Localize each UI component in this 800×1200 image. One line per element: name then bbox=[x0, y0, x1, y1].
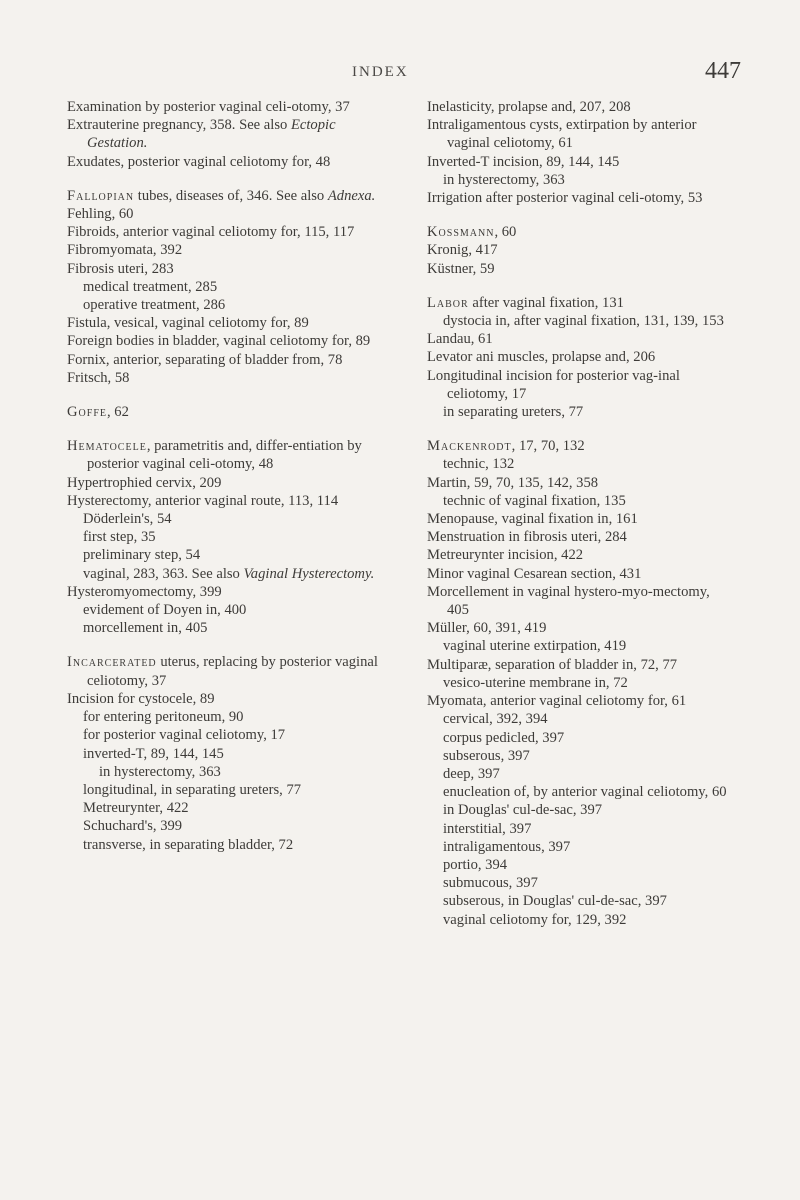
index-subentry: in separating ureters, 77 bbox=[443, 404, 584, 421]
index-entry: Fritsch, 58 bbox=[67, 369, 130, 386]
index-entry: Hysterectomy, anterior vaginal route, 113, 114 bbox=[67, 492, 339, 509]
index-subentry: for posterior vaginal celiotomy, 17 bbox=[83, 727, 286, 744]
index-entry: Menstruation in fibrosis uteri, 284 bbox=[427, 529, 627, 546]
index-subentry: inverted-T, 89, 144, 145 bbox=[83, 745, 224, 762]
index-subentry: in hysterectomy, 363 bbox=[99, 763, 221, 780]
index-entry: Intraligamentous cysts, extirpation by anterior vaginal celiotomy, 61 bbox=[427, 117, 697, 152]
index-entry bbox=[67, 187, 387, 205]
cross-reference: Vaginal Hysterectomy. bbox=[243, 565, 375, 582]
index-subentry: vaginal celiotomy for, 129, 392 bbox=[443, 911, 627, 928]
index-entry: Kronig, 417 bbox=[427, 242, 498, 259]
index-subentry: deep, 397 bbox=[443, 765, 500, 782]
index-entry: Metreurynter incision, 422 bbox=[427, 547, 584, 564]
index-entry: Menopause, vaginal fixation in, 161 bbox=[427, 511, 638, 528]
index-entry: Müller, 60, 391, 419 bbox=[427, 620, 547, 637]
index-subentry: transverse, in separating bladder, 72 bbox=[83, 836, 294, 853]
right-column bbox=[427, 98, 732, 929]
entry-text: uterus, replacing by posterior vaginal celiotomy, 37 bbox=[87, 654, 378, 689]
entry-text: tubes, diseases of, 346. See also bbox=[137, 187, 325, 204]
index-subentry: Schuchard's, 399 bbox=[83, 818, 183, 835]
index-entry: Martin, 59, 70, 135, 142, 358 bbox=[427, 474, 599, 491]
index-subentry: operative treatment, 286 bbox=[83, 297, 226, 314]
index-entry bbox=[67, 116, 387, 152]
index-entry: Fibroids, anterior vaginal celiotomy for, 115, 117 bbox=[67, 224, 355, 241]
index-subentry: longitudinal, in separating ureters, 77 bbox=[83, 781, 302, 798]
running-title: INDEX bbox=[352, 64, 409, 80]
letter-heading: Mackenrodt bbox=[427, 438, 512, 455]
page-number: 447 bbox=[705, 58, 741, 84]
index-subentry: first step, 35 bbox=[83, 529, 156, 546]
index-entry: Fornix, anterior, separating of bladder from, 78 bbox=[67, 351, 343, 368]
index-entry bbox=[427, 294, 732, 312]
index-entry: Examination by posterior vaginal celi-otomy, 37 bbox=[67, 99, 350, 115]
index-entry: Hysteromyomectomy, 399 bbox=[67, 583, 222, 600]
left-column bbox=[67, 98, 387, 854]
index-subentry: vaginal uterine extirpation, 419 bbox=[443, 638, 627, 655]
index-subentry: evidement of Doyen in, 400 bbox=[83, 602, 247, 619]
index-subentry: dystocia in, after vaginal fixation, 131, 139, 153 bbox=[443, 313, 724, 330]
entry-text: , 62 bbox=[107, 404, 129, 421]
letter-heading: Fallopian bbox=[67, 187, 135, 204]
index-subentry: vesico-uterine membrane in, 72 bbox=[443, 674, 628, 691]
index-entry: Irrigation after posterior vaginal celi-otomy, 53 bbox=[427, 190, 703, 207]
index-entry: Myomata, anterior vaginal celiotomy for, 61 bbox=[427, 693, 687, 710]
index-subentry: intraligamentous, 397 bbox=[443, 838, 571, 855]
index-entry: Fistula, vesical, vaginal celiotomy for, 89 bbox=[67, 315, 309, 332]
index-subentry: subserous, 397 bbox=[443, 747, 530, 764]
index-subentry: for entering peritoneum, 90 bbox=[83, 709, 244, 726]
letter-heading: Goffe bbox=[67, 404, 107, 421]
index-subentry: technic of vaginal fixation, 135 bbox=[443, 492, 626, 509]
index-entry: Levator ani muscles, prolapse and, 206 bbox=[427, 349, 656, 366]
index-entry: Exudates, posterior vaginal celiotomy for, 48 bbox=[67, 153, 331, 170]
entry-text: Extrauterine pregnancy, 358. See also bbox=[67, 117, 288, 134]
index-subentry: enucleation of, by anterior vaginal celiotomy, 60 bbox=[443, 784, 727, 801]
index-entry bbox=[67, 437, 387, 473]
index-entry: Inelasticity, prolapse and, 207, 208 bbox=[427, 99, 631, 115]
index-subentry bbox=[67, 565, 387, 583]
index-entry: Hypertrophied cervix, 209 bbox=[67, 474, 222, 491]
index-entry bbox=[427, 223, 732, 241]
index-entry: Inverted-T incision, 89, 144, 145 bbox=[427, 153, 620, 170]
index-entry: Multiparæ, separation of bladder in, 72, 77 bbox=[427, 656, 678, 673]
entry-text: vaginal, 283, 363. See also bbox=[83, 565, 240, 582]
index-subentry: portio, 394 bbox=[443, 856, 508, 873]
index-subentry: in hysterectomy, 363 bbox=[443, 171, 565, 188]
index-subentry: subserous, in Douglas' cul-de-sac, 397 bbox=[443, 893, 667, 910]
cross-reference: Ectopic Gestation. bbox=[87, 117, 336, 152]
index-subentry: medical treatment, 285 bbox=[83, 278, 218, 295]
index-entry: Fibromyomata, 392 bbox=[67, 242, 183, 259]
index-subentry: technic, 132 bbox=[443, 456, 515, 473]
index-subentry: morcellement in, 405 bbox=[83, 620, 208, 637]
letter-heading: Hematocele bbox=[67, 438, 147, 455]
index-entry: Incision for cystocele, 89 bbox=[67, 690, 215, 707]
entry-text: , 60 bbox=[494, 224, 517, 241]
index-entry: Landau, 61 bbox=[427, 331, 493, 348]
index-entry: Fehling, 60 bbox=[67, 206, 134, 223]
index-subentry: submucous, 397 bbox=[443, 875, 538, 892]
entry-text: , parametritis and, differ-entiation by posterior vaginal celi-otomy, 48 bbox=[87, 438, 362, 473]
index-subentry: preliminary step, 54 bbox=[83, 547, 201, 564]
index-entry: Foreign bodies in bladder, vaginal celiotomy for, 89 bbox=[67, 333, 371, 350]
letter-heading: Labor bbox=[427, 294, 469, 311]
index-subentry: cervical, 392, 394 bbox=[443, 711, 548, 728]
cross-reference: Adnexa. bbox=[327, 187, 376, 204]
index-subentry: in Douglas' cul-de-sac, 397 bbox=[443, 802, 603, 819]
index-entry bbox=[67, 403, 387, 421]
page-header bbox=[0, 58, 800, 98]
index-subentry: Döderlein's, 54 bbox=[83, 511, 172, 528]
index-subentry: interstitial, 397 bbox=[443, 820, 532, 837]
index-entry: Minor vaginal Cesarean section, 431 bbox=[427, 565, 642, 582]
index-entry: Küstner, 59 bbox=[427, 260, 495, 277]
index-entry: Morcellement in vaginal hystero-myo-mectomy, 405 bbox=[427, 583, 710, 619]
index-subentry: Metreurynter, 422 bbox=[83, 800, 189, 817]
index-entry bbox=[427, 437, 732, 455]
index-entry: Longitudinal incision for posterior vag-inal celiotomy, 17 bbox=[427, 367, 680, 402]
letter-heading: Incarcerated bbox=[67, 654, 157, 671]
index-entry: Fibrosis uteri, 283 bbox=[67, 260, 174, 277]
index-subentry: corpus pedicled, 397 bbox=[443, 729, 565, 746]
entry-text: , 17, 70, 132 bbox=[511, 438, 585, 455]
entry-text: after vaginal fixation, 131 bbox=[472, 294, 624, 311]
index-entry bbox=[67, 653, 387, 689]
letter-heading: Kossmann bbox=[427, 224, 495, 241]
